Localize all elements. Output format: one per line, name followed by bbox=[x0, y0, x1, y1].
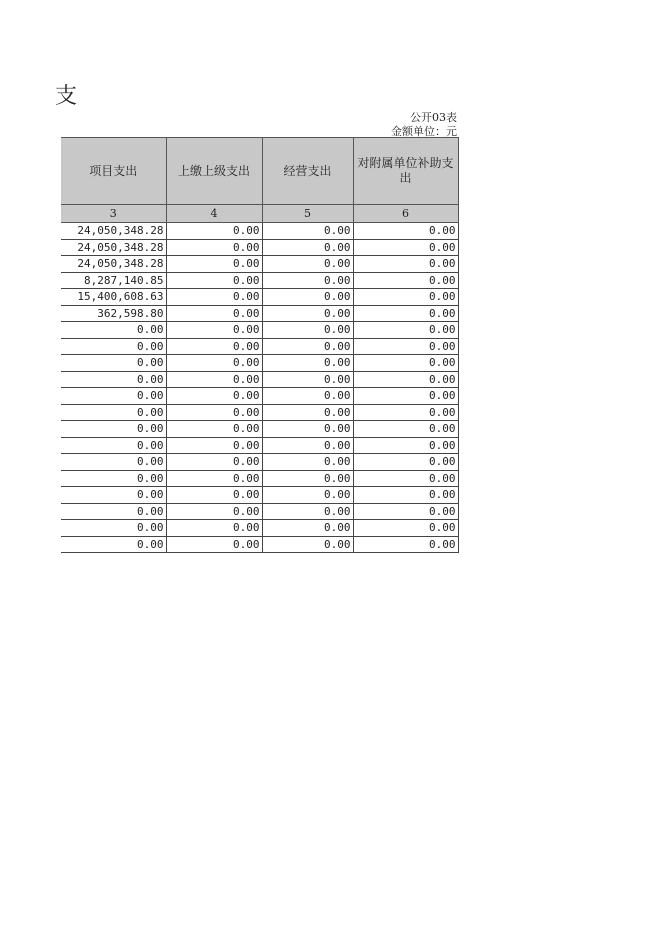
form-code-label: 公开03表 bbox=[410, 111, 457, 124]
table-cell: 0.00 bbox=[353, 239, 458, 256]
table-row bbox=[61, 470, 458, 487]
table-cell: 15,400,608.63 bbox=[61, 289, 166, 306]
table-cell: 0.00 bbox=[262, 470, 353, 487]
table-cell: 0.00 bbox=[353, 223, 458, 240]
table-cell: 0.00 bbox=[166, 371, 262, 388]
table-cell: 0.00 bbox=[353, 470, 458, 487]
table-cell: 0.00 bbox=[262, 305, 353, 322]
amount-unit-label: 金额单位：元 bbox=[391, 125, 457, 138]
column-number: 6 bbox=[353, 205, 458, 223]
table-cell: 0.00 bbox=[262, 338, 353, 355]
table-cell: 0.00 bbox=[353, 322, 458, 339]
table-cell: 0.00 bbox=[61, 520, 166, 537]
table-row bbox=[61, 454, 458, 471]
table-cell: 0.00 bbox=[262, 437, 353, 454]
table-cell: 0.00 bbox=[262, 388, 353, 405]
table-cell: 0.00 bbox=[262, 404, 353, 421]
table-row bbox=[61, 239, 458, 256]
table-row bbox=[61, 536, 458, 553]
table-cell: 24,050,348.28 bbox=[61, 256, 166, 273]
table-cell: 0.00 bbox=[262, 256, 353, 273]
table-cell: 0.00 bbox=[262, 503, 353, 520]
table-cell: 0.00 bbox=[166, 223, 262, 240]
table-cell: 0.00 bbox=[166, 289, 262, 306]
header-row bbox=[61, 138, 458, 205]
table-row bbox=[61, 338, 458, 355]
table-cell: 0.00 bbox=[61, 536, 166, 553]
table-row bbox=[61, 322, 458, 339]
table-cell: 0.00 bbox=[166, 520, 262, 537]
table-cell: 0.00 bbox=[166, 421, 262, 438]
header-subsidy-to-affiliates: 对附属单位补助支出 bbox=[353, 138, 458, 205]
header-operating-expenditure: 经营支出 bbox=[262, 138, 353, 205]
table-cell: 0.00 bbox=[353, 338, 458, 355]
table-cell: 0.00 bbox=[262, 454, 353, 471]
table-cell: 0.00 bbox=[166, 536, 262, 553]
table-cell: 0.00 bbox=[61, 487, 166, 504]
column-number: 4 bbox=[166, 205, 262, 223]
table-cell: 0.00 bbox=[353, 355, 458, 372]
table-cell: 0.00 bbox=[262, 223, 353, 240]
page-title-fragment: 支 bbox=[55, 84, 78, 109]
table-cell: 0.00 bbox=[166, 272, 262, 289]
table-cell: 0.00 bbox=[262, 272, 353, 289]
table-cell: 0.00 bbox=[61, 437, 166, 454]
table-cell: 0.00 bbox=[262, 322, 353, 339]
table-row bbox=[61, 437, 458, 454]
table-cell: 0.00 bbox=[353, 289, 458, 306]
table-cell: 0.00 bbox=[166, 404, 262, 421]
table-cell: 0.00 bbox=[353, 388, 458, 405]
table-cell: 0.00 bbox=[166, 239, 262, 256]
table-row bbox=[61, 223, 458, 240]
table-cell: 8,287,140.85 bbox=[61, 272, 166, 289]
table-cell: 0.00 bbox=[166, 454, 262, 471]
table-cell: 0.00 bbox=[262, 421, 353, 438]
table-row bbox=[61, 487, 458, 504]
table-cell: 0.00 bbox=[262, 355, 353, 372]
table-cell: 0.00 bbox=[353, 272, 458, 289]
table-cell: 0.00 bbox=[166, 256, 262, 273]
table-cell: 0.00 bbox=[61, 454, 166, 471]
table-cell: 0.00 bbox=[353, 503, 458, 520]
table-cell: 0.00 bbox=[353, 437, 458, 454]
table-cell: 0.00 bbox=[166, 338, 262, 355]
table-cell: 0.00 bbox=[262, 289, 353, 306]
table-cell: 0.00 bbox=[61, 470, 166, 487]
table-cell: 0.00 bbox=[262, 536, 353, 553]
table-cell: 0.00 bbox=[353, 536, 458, 553]
table-cell: 0.00 bbox=[262, 371, 353, 388]
column-number: 5 bbox=[262, 205, 353, 223]
table-row bbox=[61, 256, 458, 273]
table-cell: 0.00 bbox=[61, 404, 166, 421]
table-cell: 0.00 bbox=[262, 520, 353, 537]
header-project-expenditure: 项目支出 bbox=[61, 138, 166, 205]
table-cell: 0.00 bbox=[166, 388, 262, 405]
table-row bbox=[61, 503, 458, 520]
table-cell: 0.00 bbox=[166, 503, 262, 520]
table-row bbox=[61, 371, 458, 388]
table-cell: 0.00 bbox=[166, 305, 262, 322]
table-row bbox=[61, 388, 458, 405]
table-cell: 0.00 bbox=[262, 239, 353, 256]
table-row bbox=[61, 404, 458, 421]
table-cell: 0.00 bbox=[61, 388, 166, 405]
table-row bbox=[61, 421, 458, 438]
table-cell: 0.00 bbox=[353, 487, 458, 504]
table-cell: 0.00 bbox=[353, 454, 458, 471]
expenditure-table bbox=[61, 137, 459, 553]
table-cell: 0.00 bbox=[166, 487, 262, 504]
table-cell: 0.00 bbox=[166, 355, 262, 372]
table-cell: 0.00 bbox=[61, 322, 166, 339]
table-row bbox=[61, 272, 458, 289]
table-cell: 0.00 bbox=[262, 487, 353, 504]
table-cell: 0.00 bbox=[166, 322, 262, 339]
table-cell: 0.00 bbox=[166, 470, 262, 487]
table-cell: 0.00 bbox=[353, 404, 458, 421]
table-cell: 0.00 bbox=[61, 503, 166, 520]
table-row bbox=[61, 289, 458, 306]
table-cell: 0.00 bbox=[61, 371, 166, 388]
table-row bbox=[61, 305, 458, 322]
column-number-row bbox=[61, 205, 458, 223]
column-number: 3 bbox=[61, 205, 166, 223]
header-remit-to-superior: 上缴上级支出 bbox=[166, 138, 262, 205]
table-cell: 0.00 bbox=[61, 355, 166, 372]
table-cell: 0.00 bbox=[353, 371, 458, 388]
table-cell: 0.00 bbox=[353, 256, 458, 273]
table-cell: 0.00 bbox=[61, 421, 166, 438]
table-cell: 0.00 bbox=[166, 437, 262, 454]
table-cell: 0.00 bbox=[353, 520, 458, 537]
table-cell: 24,050,348.28 bbox=[61, 239, 166, 256]
table-row bbox=[61, 355, 458, 372]
table-cell: 0.00 bbox=[353, 421, 458, 438]
table-cell: 0.00 bbox=[353, 305, 458, 322]
table-cell: 24,050,348.28 bbox=[61, 223, 166, 240]
table-cell: 0.00 bbox=[61, 338, 166, 355]
table-row bbox=[61, 520, 458, 537]
table-cell: 362,598.80 bbox=[61, 305, 166, 322]
